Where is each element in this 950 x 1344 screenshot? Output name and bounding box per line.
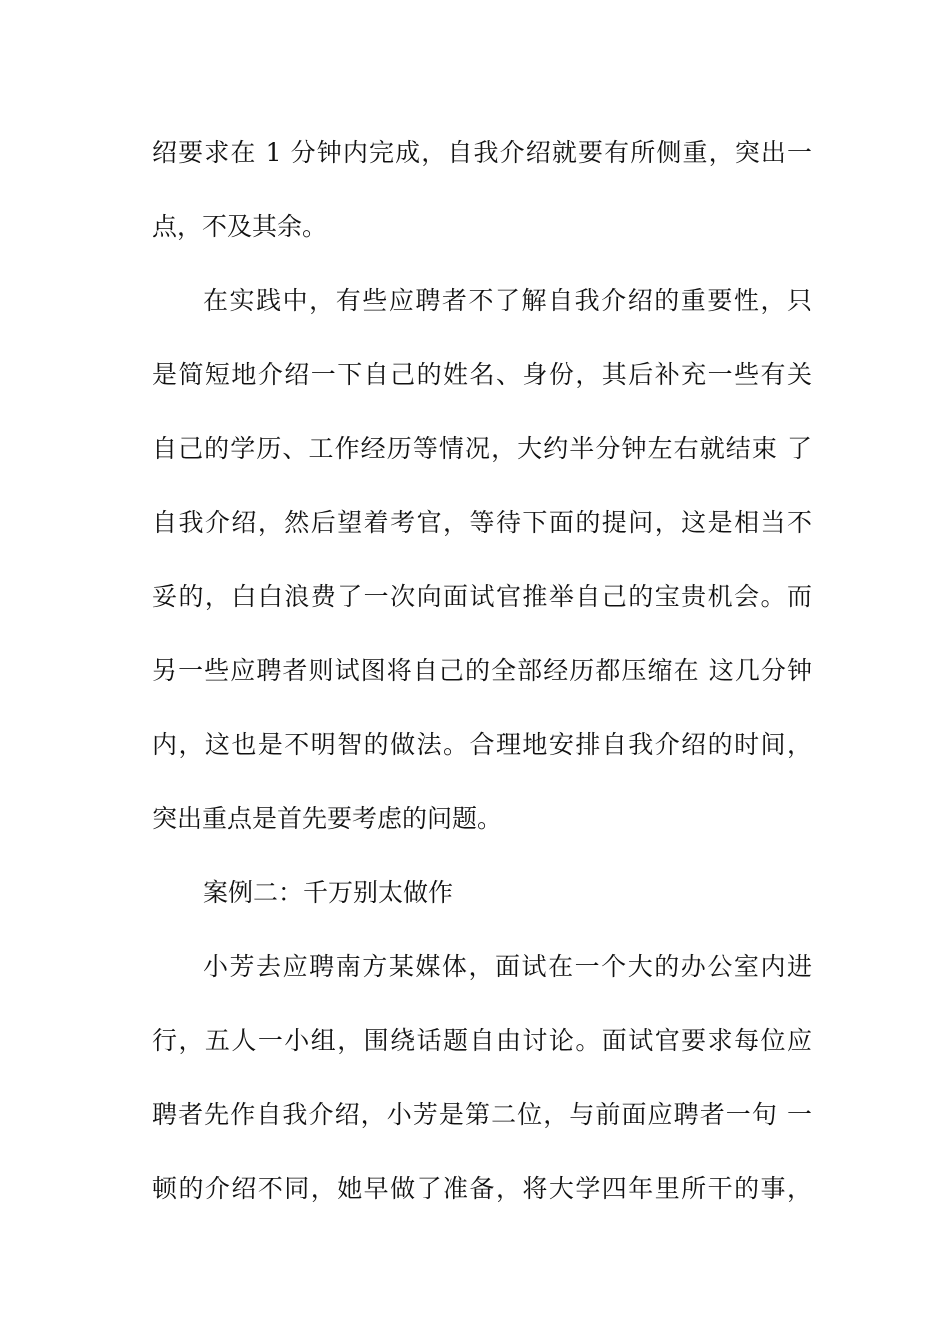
text-line: 是简短地介绍一下自己的姓名、身份，其后补充一些有关: [152, 360, 812, 389]
text-line: 在实践中，有些应聘者不了解自我介绍的重要性，只: [203, 286, 812, 315]
text-line: 突出重点是首先要考虑的问题。: [152, 804, 503, 833]
text-line: 自己的学历、工作经历等情况，大约半分钟左右就结束 了: [152, 434, 812, 463]
text-line: 绍要求在 1 分钟内完成，自我介绍就要有所侧重，突出一: [152, 138, 812, 167]
text-line: 另一些应聘者则试图将自己的全部经历都压缩在 这几分钟: [152, 656, 812, 685]
text-line: 顿的介绍不同，她早做了准备，将大学四年里所干的事，: [152, 1174, 812, 1203]
text-line: 内，这也是不明智的做法。合理地安排自我介绍的时间，: [152, 730, 812, 759]
text-line: 妥的，白白浪费了一次向面试官推举自己的宝贵机会。而: [152, 582, 812, 611]
text-line: 聘者先作自我介绍，小芳是第二位，与前面应聘者一句 一: [152, 1100, 812, 1129]
section-heading: 案例二：千万别太做作: [203, 878, 454, 907]
text-line: 自我介绍，然后望着考官，等待下面的提问，这是相当不: [152, 508, 812, 537]
text-line: 小芳去应聘南方某媒体，面试在一个大的办公室内进: [203, 952, 812, 981]
text-line: 点，不及其余。: [152, 212, 328, 241]
text-line: 行，五人一小组，围绕话题自由讨论。面试官要求每位应: [152, 1026, 812, 1055]
